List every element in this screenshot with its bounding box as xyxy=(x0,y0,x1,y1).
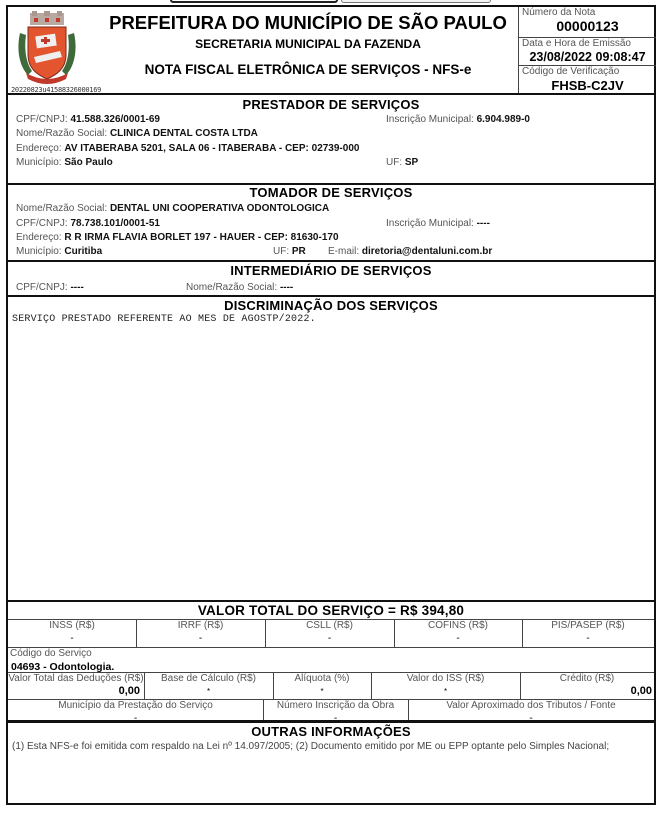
document-title: NOTA FISCAL ELETRÔNICA DE SERVIÇOS - NFS-e xyxy=(144,62,472,77)
prestador-nome: Nome/Razão Social: CLINICA DENTAL COSTA LTDA xyxy=(16,128,258,139)
prestador-cnpj: CPF/CNPJ: 41.588.326/0001-69 xyxy=(16,114,160,125)
valor-aproximado-tributos: Valor Aproximado dos Tributos / Fonte - xyxy=(446,700,616,724)
prestador-cnpj-value: 41.588.326/0001-69 xyxy=(70,114,160,125)
codigo-servico-value: 04693 - Odontologia. xyxy=(11,661,115,673)
verificacao-cell xyxy=(519,66,656,94)
prestador-uf-value: SP xyxy=(404,157,419,168)
prestador-municipio-value: São Paulo xyxy=(64,157,113,168)
barcode-id: 20220823u41588326000169 xyxy=(11,86,102,94)
prestador-title: PRESTADOR DE SERVIÇOS xyxy=(242,97,420,112)
divider xyxy=(8,600,654,602)
divider xyxy=(8,295,654,297)
tax-cofins: COFINS (R$) - xyxy=(428,620,488,644)
prestador-endereco-value: AV ITABERABA 5201, SALA 06 - ITABERABA - CEP: 02739-000 xyxy=(64,143,360,154)
tomador-municipio-value: Curitiba xyxy=(64,246,103,257)
verificacao-value: FHSB-C2JV xyxy=(551,78,624,93)
tomador-inscricao: Inscrição Municipal: ---- xyxy=(386,218,490,229)
tomador-uf: UF: PR xyxy=(273,246,306,257)
tomador-email: E-mail: diretoria@dentaluni.com.br xyxy=(328,246,493,257)
tomador-endereco-value: R R IRMA FLAVIA BORLET 197 - HAUER - CEP: 81630-170 xyxy=(64,232,339,243)
intermediario-cnpj-value: ---- xyxy=(70,282,84,293)
numero-nota-value: 00000123 xyxy=(556,18,619,34)
numero-inscricao-obra: Número Inscrição da Obra - xyxy=(276,700,395,724)
nfse-document xyxy=(6,5,656,805)
prestador-inscricao: Inscrição Municipal: 6.904.989-0 xyxy=(386,114,530,125)
numero-nota-label: Número da Nota xyxy=(522,7,596,18)
tax-pis-pasep: PIS/PASEP (R$) - xyxy=(551,620,625,644)
outras-title: OUTRAS INFORMAÇÕES xyxy=(251,724,411,739)
discriminacao-title: DISCRIMINAÇÃO DOS SERVIÇOS xyxy=(224,298,438,313)
tomador-im-value: ---- xyxy=(476,218,490,229)
discriminacao-text: SERVIÇO PRESTADO REFERENTE AO MES DE AGOSTP/2022. xyxy=(12,314,316,325)
tax-irrf: IRRF (R$) - xyxy=(177,620,224,644)
deducoes-total: Valor Total das Deduções (R$) xyxy=(8,673,144,684)
secretaria-title: SECRETARIA MUNICIPAL DA FAZENDA xyxy=(195,37,421,51)
tax-inss: INSS (R$) - xyxy=(49,620,95,644)
credito-value: 0,00 xyxy=(630,685,652,697)
tomador-cnpj: CPF/CNPJ: 78.738.101/0001-51 xyxy=(16,218,160,229)
intermediario-cnpj: CPF/CNPJ: ---- xyxy=(16,282,84,293)
prestador-nome-value: CLINICA DENTAL COSTA LTDA xyxy=(109,128,258,139)
deducoes-total-value: 0,00 xyxy=(118,685,140,697)
valor-total: VALOR TOTAL DO SERVIÇO = R$ 394,80 xyxy=(197,603,465,618)
credito: Crédito (R$) xyxy=(559,673,615,684)
divider xyxy=(8,260,654,262)
toolbar-button-secondary[interactable] xyxy=(341,0,491,3)
prestador-uf: UF: SP xyxy=(386,157,419,168)
sao-paulo-coat-of-arms-icon xyxy=(14,11,80,87)
tomador-uf-value: PR xyxy=(291,246,306,257)
divider xyxy=(8,93,654,95)
note-info-panel xyxy=(518,7,656,94)
divider xyxy=(8,720,654,723)
codigo-servico-label: Código do Serviço xyxy=(10,648,92,659)
emissao-cell xyxy=(519,38,656,66)
municipio-prestacao: Município da Prestação do Serviço - xyxy=(58,700,213,724)
outras-text: (1) Esta NFS-e foi emitida com respaldo na Lei nº 14.097/2005; (2) Documento emitido por ME ou EPP optante pelo Simples Nacional; xyxy=(12,741,610,752)
valor-iss: Valor do ISS (R$) * xyxy=(406,673,485,696)
numero-nota-cell xyxy=(519,7,656,38)
intermediario-nome-value: ---- xyxy=(279,282,294,293)
base-calculo: Base de Cálculo (R$) * xyxy=(160,673,257,696)
prestador-im-value: 6.904.989-0 xyxy=(476,114,530,125)
toolbar-button-primary[interactable] xyxy=(170,0,338,3)
prefeitura-title: PREFEITURA DO MUNICÍPIO DE SÃO PAULO xyxy=(109,12,507,33)
verificacao-label: Código de Verificação xyxy=(522,66,620,77)
prestador-endereco: Endereço: AV ITABERABA 5201, SALA 06 - ITABERABA - CEP: 02739-000 xyxy=(16,143,360,154)
tomador-email-value: diretoria@dentaluni.com.br xyxy=(361,246,493,257)
tomador-endereco: Endereço: R R IRMA FLAVIA BORLET 197 - HAUER - CEP: 81630-170 xyxy=(16,232,339,243)
emissao-value: 23/08/2022 09:08:47 xyxy=(529,50,646,64)
tax-csll: CSLL (R$) - xyxy=(306,620,353,644)
intermediario-nome: Nome/Razão Social: ---- xyxy=(186,282,294,293)
intermediario-title: INTERMEDIÁRIO DE SERVIÇOS xyxy=(230,263,432,278)
tomador-municipio: Município: Curitiba xyxy=(16,246,103,257)
emissao-label: Data e Hora de Emissão xyxy=(522,38,631,49)
tomador-nome-value: DENTAL UNI COOPERATIVA ODONTOLOGICA xyxy=(109,203,330,214)
tomador-nome: Nome/Razão Social: DENTAL UNI COOPERATIVA ODONTOLOGICA xyxy=(16,203,330,214)
divider xyxy=(8,647,654,648)
aliquota: Alíquota (%) * xyxy=(294,673,350,696)
tomador-cnpj-value: 78.738.101/0001-51 xyxy=(70,218,160,229)
prestador-municipio: Município: São Paulo xyxy=(16,157,113,168)
tomador-title: TOMADOR DE SERVIÇOS xyxy=(249,185,413,200)
